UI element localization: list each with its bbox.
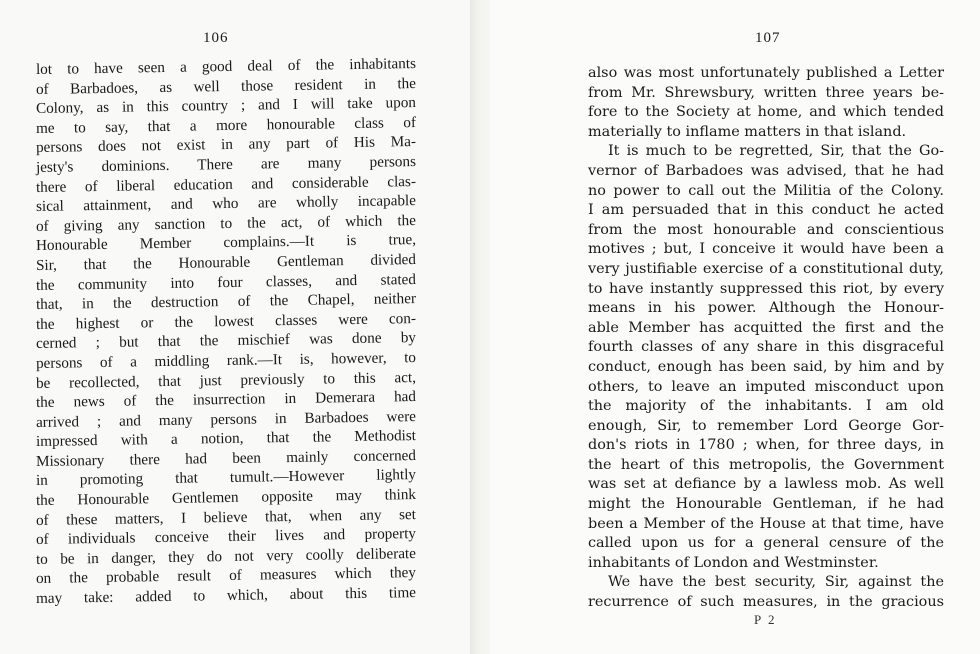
- text-line: impressed with a notion, that the Methodist: [35, 427, 417, 451]
- text-line: me to say, that a more honourable class of: [35, 113, 417, 137]
- text-line: of Barbadoes, as well those resident in the: [35, 74, 417, 98]
- text-line: might the Honourable Gentleman, if he had: [588, 496, 944, 513]
- text-line: don's riots in 1780 ; when, for three days, in: [588, 437, 944, 454]
- text-line: We have the best security, Sir, against the: [608, 574, 944, 591]
- text-line: persons of a middling rank.—It is, however, to: [35, 348, 417, 372]
- right-page: [490, 0, 980, 654]
- text-line: been a Member of the House at that time, have: [588, 515, 944, 532]
- text-line: fourth classes of any share in this disgraceful: [588, 339, 944, 356]
- text-line: fore to the Society at home, and which tended: [588, 104, 944, 121]
- text-line: lot to have seen a good deal of the inhabitants: [35, 55, 417, 78]
- page-number-right: 107: [755, 30, 781, 46]
- left-page: [0, 0, 470, 654]
- text-line: to have instantly suppressed this riot, by every: [588, 280, 944, 297]
- text-line: means in his power. Although the Honour-: [588, 300, 944, 317]
- text-line: persons does not exist in any part of His Ma-: [35, 133, 417, 157]
- text-line: the community into four classes, and stated: [35, 270, 417, 294]
- text-line: cerned ; but that the mischief was done by: [35, 329, 417, 353]
- text-line: from Mr. Shrewsbury, written three years be-: [588, 84, 944, 101]
- text-line: called upon us for a general censure of the: [588, 535, 944, 552]
- text-line: the news of the insurrection in Demerara had: [35, 388, 417, 412]
- text-line: conduct, enough has been said, by him and by: [588, 358, 944, 375]
- text-line: able Member has acquitted the first and the: [588, 319, 944, 336]
- signature-mark: P 2: [754, 612, 777, 627]
- text-line: was set at defiance by a lawless mob. As well: [588, 476, 944, 493]
- text-line: in promoting that tumult.—However lightly: [35, 466, 417, 490]
- text-line: the majority of the inhabitants. I am old: [588, 398, 944, 415]
- text-line: I am persuaded that in this conduct he acted: [588, 202, 944, 219]
- text-line: jesty's dominions. There are many persons: [35, 153, 417, 176]
- page-number-left: 106: [203, 30, 229, 46]
- text-line: inhabitants of London and Westminster.: [588, 554, 879, 571]
- text-line: Colony, as in this country ; and I will take upon: [35, 94, 417, 118]
- text-line: Missionary there had been mainly concerned: [35, 446, 417, 470]
- text-line: sical attainment, and who are wholly incapable: [35, 192, 417, 216]
- text-line: It is much to be regretted, Sir, that the Go-: [608, 143, 944, 160]
- text-line: that, in the destruction of the Chapel, neither: [35, 290, 417, 314]
- text-line: enough, Sir, to remember Lord George Gor-: [588, 417, 944, 434]
- text-line: the Honourable Gentlemen opposite may think: [35, 486, 417, 510]
- text-line: from the most honourable and conscientious: [588, 221, 944, 238]
- text-line: materially to inflame matters in that island.: [588, 123, 907, 140]
- text-line: of giving any sanction to the act, of which the: [35, 211, 417, 235]
- text-line: Sir, that the Honourable Gentleman divided: [35, 250, 417, 274]
- text-line: no power to call out the Militia of the Colony.: [588, 182, 944, 199]
- text-line: vernor of Barbadoes was advised, that he had: [588, 162, 944, 179]
- text-line: on the probable result of measures which they: [35, 564, 417, 588]
- text-line: the heart of this metropolis, the Government: [588, 456, 944, 473]
- text-line: Honourable Member complains.—It is true,: [35, 231, 417, 255]
- text-line: very justifiable exercise of a constitutional duty,: [588, 260, 944, 277]
- text-line: to be in danger, they do not very coolly deliberate: [35, 544, 417, 568]
- text-line: be recollected, that just previously to this act,: [35, 368, 417, 392]
- text-line: motives ; but, I conceive it would have been a: [588, 241, 944, 258]
- text-line: of these matters, I believe that, when any set: [35, 505, 417, 529]
- text-line: also was most unfortunately published a Letter: [588, 65, 944, 81]
- text-line: others, to leave an imputed misconduct upon: [588, 378, 944, 395]
- text-line: recurrence of such measures, in the gracious: [588, 594, 944, 611]
- text-line: there of liberal education and considerable clas-: [35, 172, 417, 196]
- text-line: arrived ; and many persons in Barbadoes were: [35, 407, 417, 431]
- book-gutter: [470, 0, 490, 654]
- text-line: may take: added to which, about this time: [35, 584, 417, 608]
- text-line: the highest or the lowest classes were con-: [35, 309, 417, 333]
- left-page-text: [35, 55, 417, 609]
- text-line: of individuals conceive their lives and property: [35, 525, 417, 549]
- right-page-text: [588, 64, 944, 613]
